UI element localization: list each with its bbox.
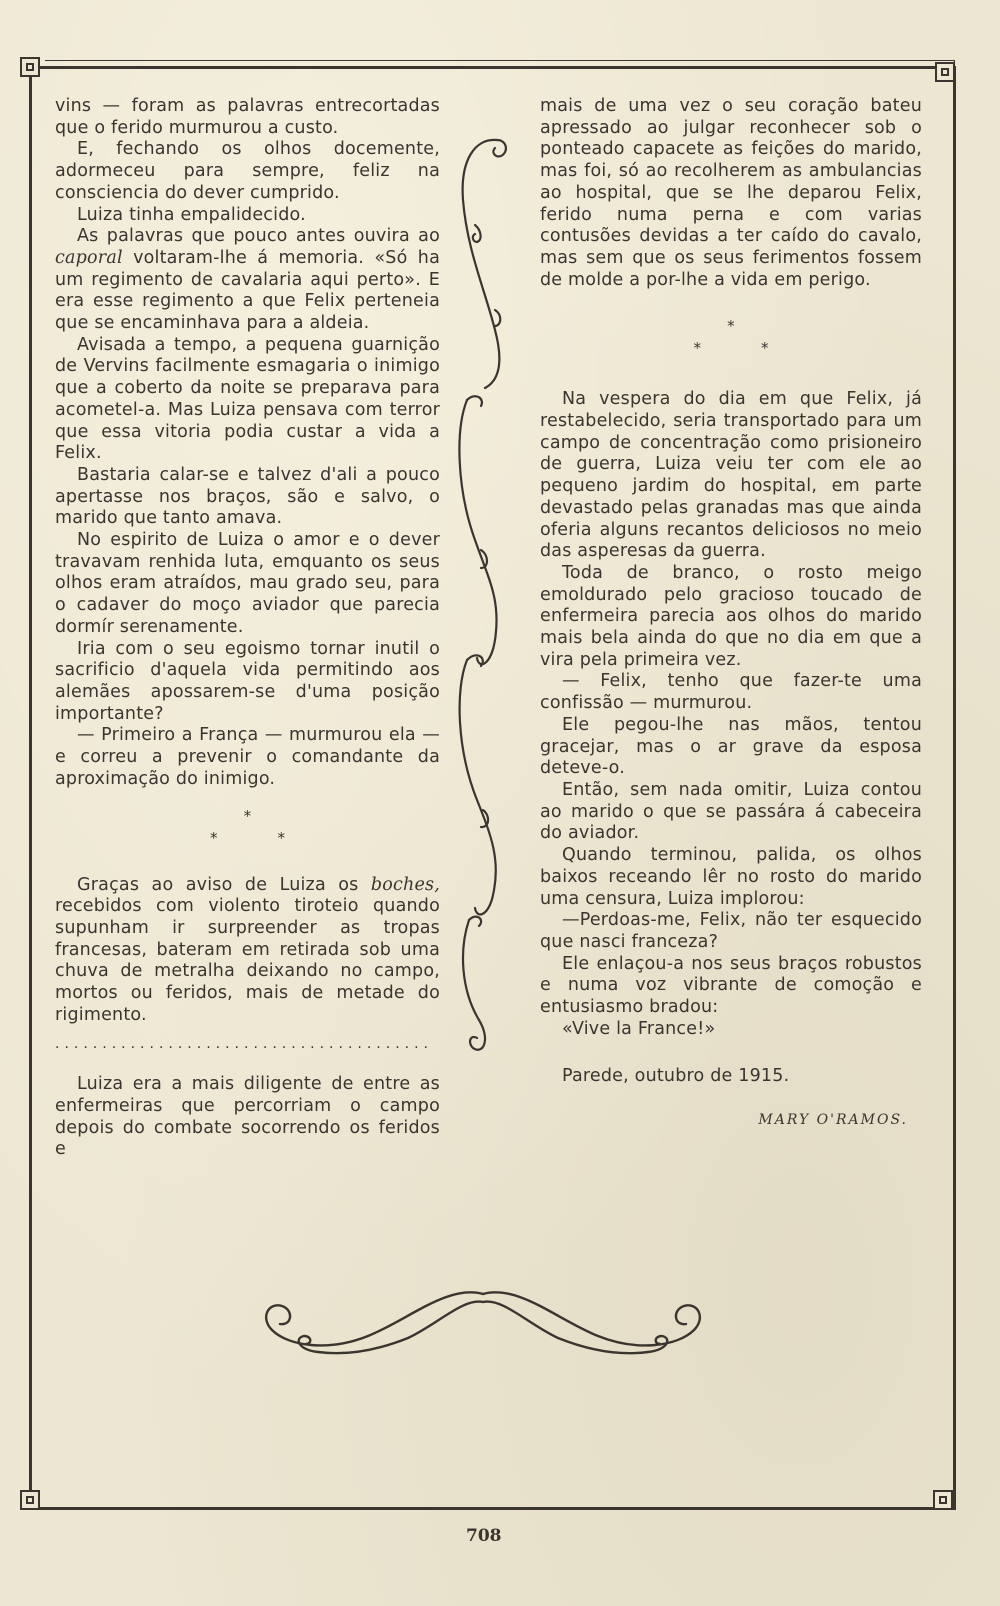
section-break: * ** bbox=[210, 806, 345, 847]
corner-ornament-top-right bbox=[935, 62, 955, 82]
dotted-separator: ........................................ bbox=[55, 1036, 434, 1053]
page-number: 708 bbox=[466, 1526, 502, 1546]
paragraph: Luiza era a mais diligente de entre as enfermeiras que percorriam o campo depois do combate socorrendo os feridos e bbox=[55, 1074, 440, 1160]
paragraph: vins — foram as palavras entrecortadas que o ferido murmurou a custo. bbox=[55, 96, 440, 138]
paragraph: mais de uma vez o seu coração bateu apressado ao julgar reconhecer sob o ponteado capacete as feições do marido, mas foi, só ao recolherem as ambulancias ao hospital, que se lhe deparou Felix, ferido numa perna e com varias contusões devidas a ter caído do cavalo, mas sem que os seus ferimentos fossem de molde a por-lhe a vida em perigo. bbox=[540, 96, 922, 290]
right-column bbox=[540, 96, 922, 1132]
paragraph: Ele pegou-lhe nas mãos, tentou gracejar, mas o ar grave da esposa deteve-o. bbox=[540, 714, 922, 779]
paragraph: Graças ao aviso de Luiza os boches, recebidos com violento tiroteio quando supunham ir surpreender as tropas francesas, bateram em retirada sob uma chuva de metralha deixando no campo, mortos ou feridos, mais de metade do rigimento. bbox=[55, 874, 440, 1025]
paragraph: Avisada a tempo, a pequena guarnição de Vervins facilmente esmagaria o inimigo que a coberto da noite se preparava para acometel-a. Mas Luiza pensava com terror que essa vitoria podia custar a vida a Felix. bbox=[55, 334, 440, 464]
paragraph: Então, sem nada omitir, Luiza contou ao marido o que se passára á cabeceira do aviador. bbox=[540, 779, 922, 844]
flourish-ornament bbox=[258, 1280, 708, 1370]
paragraph: Luiza tinha empalidecido. bbox=[77, 204, 306, 225]
paragraph: As palavras que pouco antes ouvira ao caporal voltaram-lhe á memoria. «Só ha um regimento de cavalaria aqui perto». E era esse regimento a que Felix perteneia que se encaminhava para a aldeia. bbox=[55, 226, 441, 334]
italic-term: caporal bbox=[55, 247, 123, 268]
place-date: Parede, outubro de 1915. bbox=[562, 1066, 790, 1087]
paragraph: Ele enlaçou-a nos seus braços robustos e numa voz vibrante de comoção e entusiasmo bradou: bbox=[540, 953, 922, 1018]
paragraph: —Perdoas-me, Felix, não ter esquecido que nasci franceza? bbox=[540, 910, 922, 952]
paragraph: «Vive la France!» bbox=[562, 1018, 716, 1039]
paragraph: Quando terminou, palida, os olhos baixos receando lêr no rosto do marido uma censura, Luiza implorou: bbox=[540, 845, 922, 909]
paragraph: Toda de branco, o rosto meigo emoldurado pelo gracioso toucado de enfermeira parecia aos olhos do marido mais bela ainda do que no dia em que a vira pela primeira vez. bbox=[540, 562, 922, 670]
paragraph: — Primeiro a França — murmurou ela — e correu a prevenir o comandante da aproximação do inimigo. bbox=[55, 725, 440, 789]
paragraph: — Felix, tenho que fazer-te uma confissão — murmurou. bbox=[540, 671, 922, 714]
corner-ornament-top-left bbox=[20, 57, 40, 77]
paragraph: No espirito de Luiza o amor e o dever travavam renhida luta, emquanto os seus olhos eram atraídos, mau grado seu, para o cadaver do moço aviador que parecia dormír serenamente. bbox=[55, 530, 440, 637]
italic-term: boches, bbox=[370, 874, 440, 895]
author-signature: MARY O'RAMOS. bbox=[758, 1112, 908, 1129]
paragraph: Bastaria calar-se e talvez d'ali a pouco apertasse nos braços, são e salvo, o marido que tanto amava. bbox=[55, 464, 440, 529]
paragraph: E, fechando os olhos docemente, adormeceu para sempre, feliz na consciencia do dever cumprido. bbox=[55, 139, 440, 203]
corner-ornament-bottom-left bbox=[20, 1490, 40, 1510]
paragraph: Iria com o seu egoismo tornar inutil o sacrificio d'aquela vida permitindo aos alemães apossarem-se d'uma posição importante? bbox=[55, 638, 440, 724]
vertical-scroll-ornament bbox=[455, 130, 513, 1060]
paragraph: Na vespera do dia em que Felix, já restabelecido, seria transportado para um campo de concentração como prisioneiro de guerra, Luiza veiu ter com ele ao pequeno jardim do hospital, em parte devastado pelas granadas mas que ainda oferia alguns recantos deliciosos no meio das asperesas da guerra. bbox=[540, 389, 922, 562]
section-break: * ** bbox=[693, 317, 829, 358]
left-column bbox=[55, 96, 440, 1161]
corner-ornament-bottom-right bbox=[933, 1490, 953, 1510]
